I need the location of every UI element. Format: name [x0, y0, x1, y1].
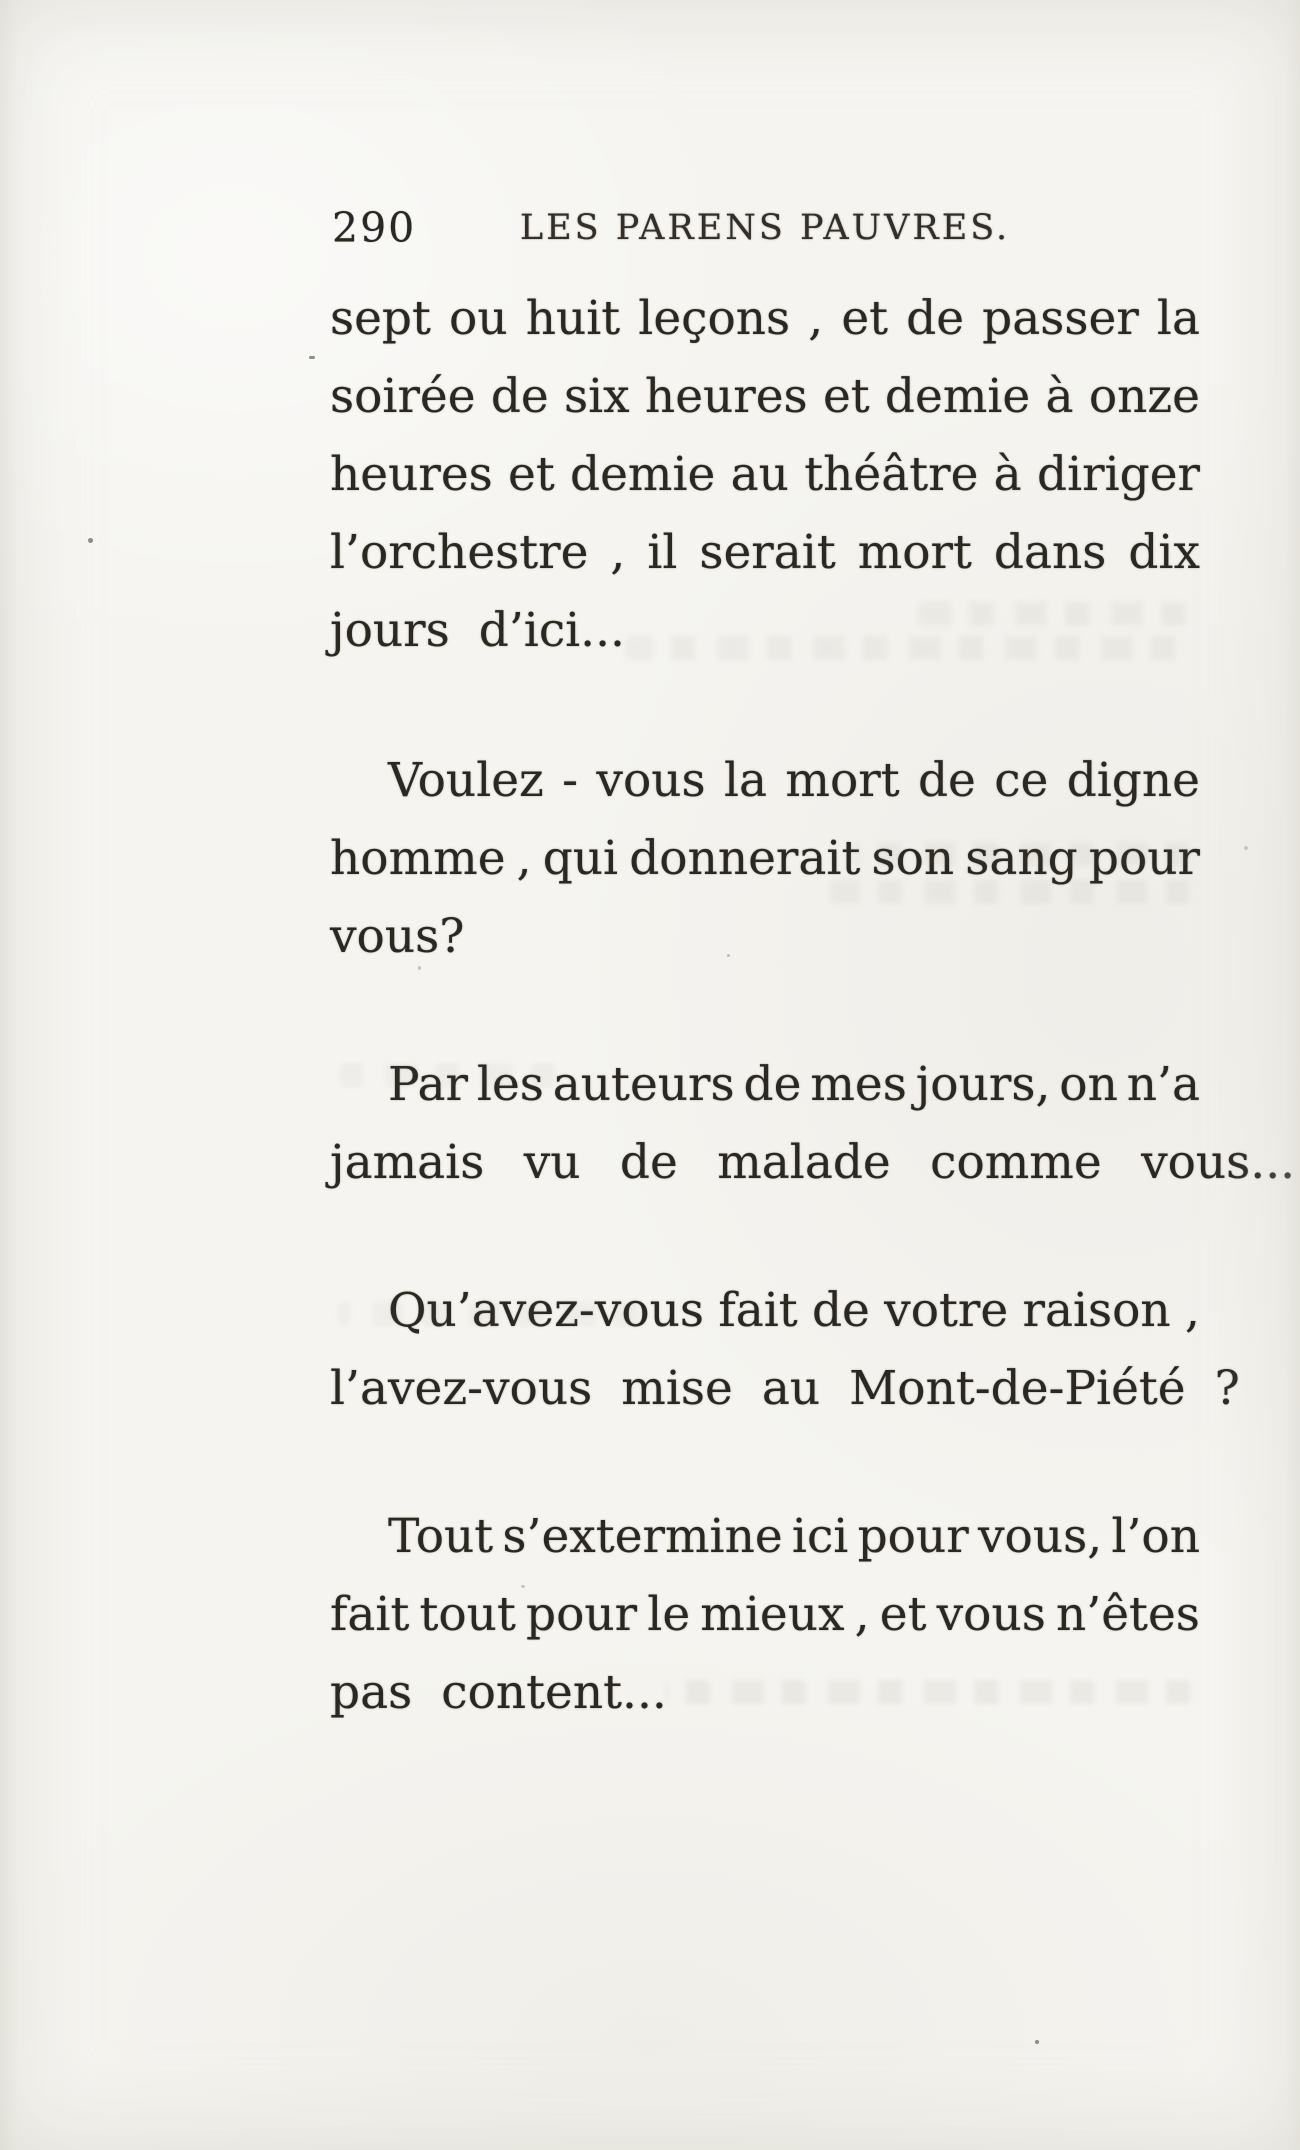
word: mort: [857, 525, 972, 580]
word: qui: [542, 831, 619, 886]
word: il: [647, 525, 678, 580]
word: diriger: [1036, 447, 1200, 502]
word: serait: [699, 525, 836, 580]
page-number: 290: [332, 204, 417, 252]
word: huit: [525, 291, 621, 346]
word: homme: [330, 831, 506, 886]
word: mes: [810, 1057, 907, 1112]
word: l’on: [1111, 1509, 1200, 1564]
word: heures: [330, 447, 493, 502]
word: ,: [516, 831, 532, 886]
word: on: [1059, 1057, 1118, 1112]
text-line: [330, 280, 1200, 358]
word: à: [993, 447, 1022, 502]
show-through-smudge: [905, 602, 1185, 626]
page-header: [330, 202, 1200, 254]
word: digne: [1066, 753, 1200, 808]
word: ,: [610, 525, 626, 580]
word: ,: [808, 291, 824, 346]
paragraph: [330, 1272, 1240, 1428]
ink-speck: [727, 954, 730, 957]
word: jours,: [915, 1057, 1051, 1112]
show-through-smudge: [855, 842, 1190, 866]
text-line: [330, 1498, 1200, 1576]
show-through-smudge: [625, 636, 1175, 660]
word: passer: [982, 291, 1139, 346]
word: s’extermine: [502, 1509, 783, 1564]
word: ici: [791, 1509, 849, 1564]
word: pour: [526, 1587, 638, 1642]
show-through-smudge: [338, 1302, 638, 1326]
text-line: [330, 514, 1200, 592]
word: fait: [718, 1283, 798, 1338]
word: dans: [993, 525, 1107, 580]
ink-speck: [1035, 2040, 1039, 2044]
word: donnerait: [629, 831, 861, 886]
word: et: [879, 1587, 927, 1642]
word: et: [508, 447, 555, 502]
word: pour: [857, 1509, 969, 1564]
word: tout: [419, 1587, 516, 1642]
word: la: [723, 753, 768, 808]
word: Voulez: [388, 753, 544, 808]
text-line: jamais vu de malade comme vous...: [330, 1135, 1296, 1190]
text-line: l’avez-vous mise au Mont-de-Piété ?: [330, 1361, 1240, 1416]
word: ou: [449, 291, 508, 346]
word: vous: [936, 1587, 1046, 1642]
text-line: [330, 358, 1200, 436]
word: ,: [1185, 1283, 1200, 1338]
text-line: pas content...: [330, 1665, 667, 1720]
ink-speck: [1244, 846, 1248, 850]
word: Par: [388, 1057, 469, 1112]
word: raison: [1022, 1283, 1171, 1338]
word: onze: [1088, 369, 1200, 424]
word: soirée: [330, 369, 476, 424]
word: sept: [330, 291, 431, 346]
text-line: [330, 1576, 1200, 1654]
ink-speck: [521, 1585, 525, 1588]
word: la: [1156, 291, 1200, 346]
word: Qu’avez-vous: [388, 1283, 705, 1338]
word: n’a: [1126, 1057, 1200, 1112]
word: de: [917, 753, 976, 808]
word: mort: [785, 753, 900, 808]
word: de: [490, 369, 549, 424]
word: heures: [644, 369, 808, 424]
word: -: [562, 753, 579, 808]
word: sang: [965, 831, 1078, 886]
word: le: [647, 1587, 691, 1642]
text-line: [330, 742, 1200, 820]
word: au: [730, 447, 789, 502]
word: pour: [1088, 831, 1200, 886]
word: demie: [570, 447, 716, 502]
word: leçons: [638, 291, 791, 346]
show-through-smudge: [830, 880, 1190, 904]
word: dix: [1128, 525, 1200, 580]
word: Tout: [388, 1509, 494, 1564]
word: vous: [596, 753, 706, 808]
word: fait: [330, 1587, 410, 1642]
show-through-smudge: [665, 1680, 1190, 1704]
word: six: [563, 369, 630, 424]
word: demie: [884, 369, 1031, 424]
word: à: [1045, 369, 1074, 424]
ink-speck: [418, 966, 421, 970]
text-line: [330, 436, 1200, 514]
ink-speck: [309, 356, 315, 359]
word: son: [871, 831, 955, 886]
text-line: jours d’ici...: [330, 603, 625, 658]
show-through-smudge: [340, 1063, 555, 1087]
word: mieux: [700, 1587, 845, 1642]
word: de: [743, 1057, 802, 1112]
word: et: [822, 369, 870, 424]
text-line: vous?: [330, 909, 465, 964]
word: théâtre: [804, 447, 979, 502]
ink-speck: [88, 538, 93, 543]
word: l’orchestre: [330, 525, 589, 580]
word: de: [811, 1283, 870, 1338]
word: auteurs: [552, 1057, 735, 1112]
word: de: [906, 291, 965, 346]
word: ce: [994, 753, 1049, 808]
word: vous,: [977, 1509, 1103, 1564]
word: les: [476, 1057, 544, 1112]
word: n’êtes: [1056, 1587, 1200, 1642]
word: ,: [854, 1587, 870, 1642]
word: votre: [884, 1283, 1009, 1338]
word: et: [841, 291, 889, 346]
running-title: LES PARENS PAUVRES.: [519, 208, 1011, 248]
